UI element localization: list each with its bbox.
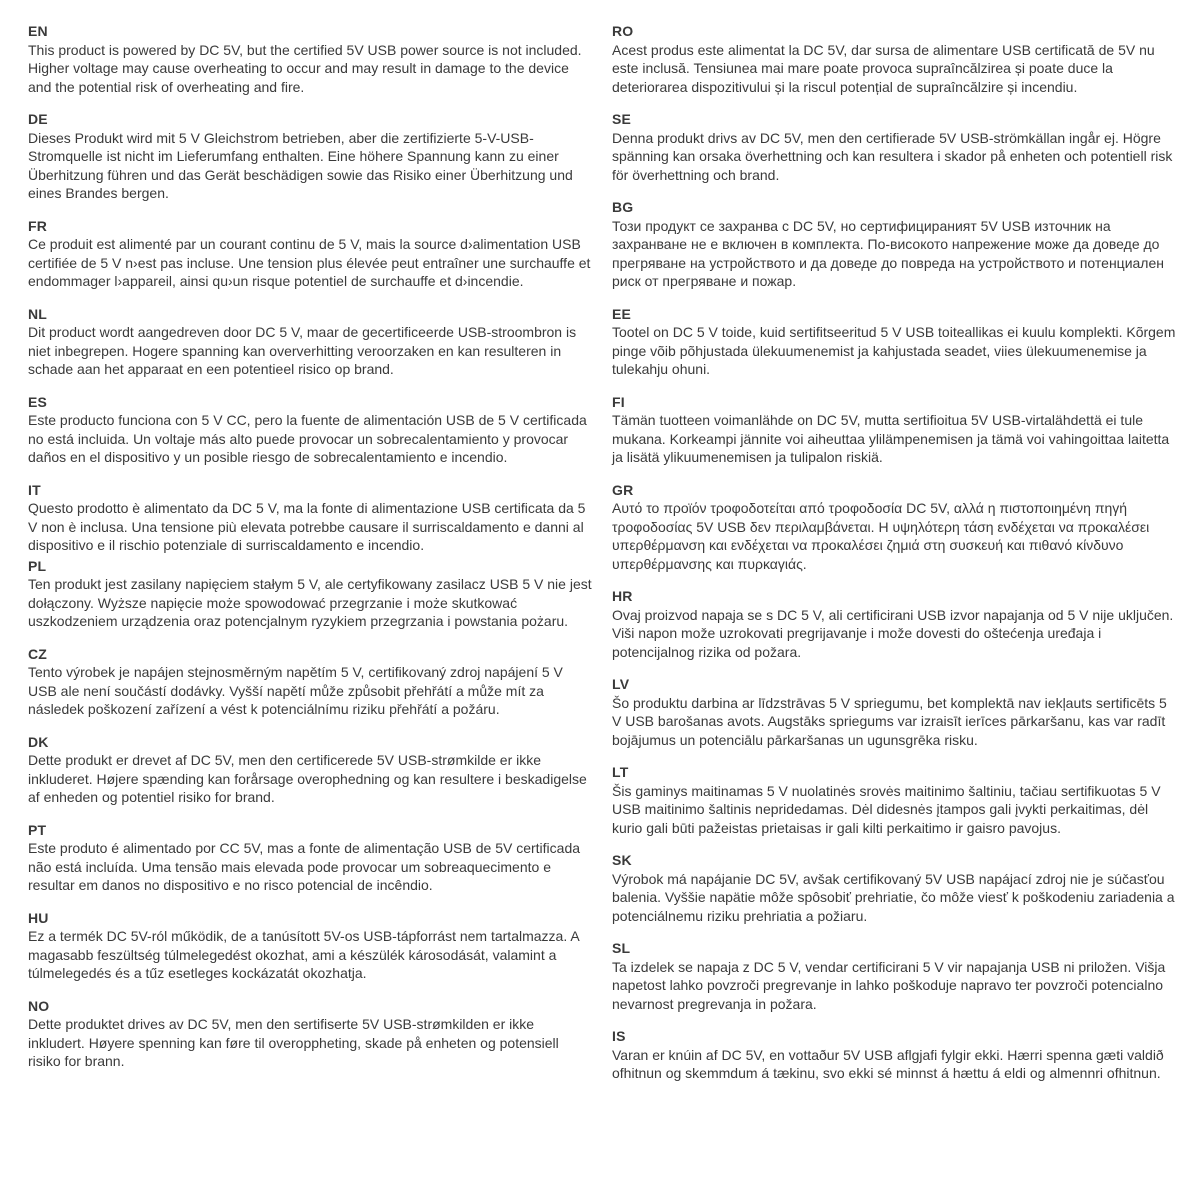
lang-code-dk: DK bbox=[28, 733, 49, 750]
lang-text-is: Varan er knúin af DC 5V, en vottaður 5V USB aflgjafi fylgir ekki. Hærri spenna gæti valdið ofhitnun og skemmdum á tækinu, svo ekki sé minnst á hættu á eldi og almennri ofhitnun. bbox=[612, 1046, 1164, 1081]
lang-text-lv: Šo produktu darbina ar līdzstrāvas 5 V spriegumu, bet komplektā nav iekļauts sertificēts 5 V USB barošanas avots. Augstāks spriegums var izraisīt ierīces pārkaršanu, kas var radīt bojājumus un potenciālu pārkaršanas un ugunsgrēka risku. bbox=[612, 694, 1167, 748]
lang-text-gr: Αυτό το προϊόν τροφοδοτείται από τροφοδοσία DC 5V, αλλά η πιστοποιημένη πηγή τροφοδοσίας 5V USB δεν περιλαμβάνεται. Η υψηλότερη τάση ενδέχεται να προκαλέσει υπερθέρμανση και ενδέχεται να προκαλέσει ζημιά στη συσκευή και πιθανό κίνδυνο υπερθέρμανσης και πυρκαγιάς. bbox=[612, 500, 1150, 572]
lang-section-es bbox=[28, 393, 594, 467]
lang-text-it: Questo prodotto è alimentato da DC 5 V, ma la fonte di alimentazione USB certificata da 5 V non è inclusa. Una tensione più elevata potrebbe causare il surriscaldamento e danni al dispositivo e il rischio potenziale di surriscaldamento e incendio. bbox=[28, 500, 586, 553]
lang-code-de: DE bbox=[28, 111, 48, 127]
right-column bbox=[612, 22, 1178, 1190]
lang-text-es: Este producto funciona con 5 V CC, pero la fuente de alimentación USB de 5 V certificada no está incluida. Un voltaje más alto puede provocar un sobrecalentamiento y provocar daños en el dispositivo y un posible riesgo de sobrecalentamiento e incendio. bbox=[28, 412, 587, 465]
lang-code-se: SE bbox=[612, 111, 632, 127]
lang-section-lv bbox=[612, 675, 1178, 749]
lang-code-gr: GR bbox=[612, 481, 634, 498]
lang-text-de: Dieses Produkt wird mit 5 V Gleichstrom betrieben, aber die zertifizierte 5-V-USB-Stromquelle ist nicht im Lieferumfang enthalten. Eine höhere Spannung kann zu einer Überhitzung führen und das Gerät beschädigen sowie das Risiko einer Überhitzung und eines Brandes bergen. bbox=[28, 129, 573, 201]
lang-section-en bbox=[28, 22, 594, 96]
lang-text-hr: Ovaj proizvod napaja se s DC 5 V, ali certificirani USB izvor napajanja od 5 V nije uključen. Viši napon može uzrokovati pregrijavanje i može dovesti do oštećenja uređaja i potencijalnog rizika od požara. bbox=[612, 606, 1174, 660]
lang-section-pl bbox=[28, 557, 594, 631]
lang-code-hr: HR bbox=[612, 588, 633, 604]
lang-text-fi: Tämän tuotteen voimanlähde on DC 5V, mutta sertifioitua 5V USB-virtalähdettä ei tule mukana. Korkeampi jännite voi aiheuttaa ylilämpenemisen ja tämä voi vahingoittaa laitetta ja lisätä ylikuumenemisen ja tulipalon riskiä. bbox=[612, 412, 1170, 465]
lang-section-bg bbox=[612, 198, 1178, 291]
lang-code-fi: FI bbox=[612, 393, 625, 410]
lang-section-fr bbox=[28, 217, 594, 291]
lang-code-pt: PT bbox=[28, 821, 47, 838]
lang-code-es: ES bbox=[28, 393, 48, 410]
lang-code-fr: FR bbox=[28, 217, 48, 234]
lang-code-sk: SK bbox=[612, 852, 632, 868]
lang-section-fi bbox=[612, 393, 1178, 467]
lang-text-pl: Ten produkt jest zasilany napięciem stałym 5 V, ale certyfikowany zasilacz USB 5 V nie jest dołączony. Wyższe napięcie może spowodować przegrzanie i może skutkować uszkodzeniem urządzenia oraz potencjalnym ryzykiem przegrzania i powstania pożaru. bbox=[28, 576, 592, 629]
lang-section-gr bbox=[612, 481, 1178, 574]
lang-code-it: IT bbox=[28, 481, 41, 498]
lang-text-dk: Dette produkt er drevet af DC 5V, men den certificerede 5V USB-strømkilde er ikke inkluderet. Højere spænding kan forårsage overophedning og kan resultere i beskadigelse af enheden og potentiel risiko for brand. bbox=[28, 752, 587, 805]
lang-code-pl: PL bbox=[28, 557, 47, 574]
lang-code-nl: NL bbox=[28, 305, 48, 322]
lang-section-sk bbox=[612, 851, 1178, 925]
lang-section-lt bbox=[612, 763, 1178, 837]
lang-section-nl bbox=[28, 305, 594, 379]
lang-code-en: EN bbox=[28, 23, 48, 39]
lang-code-is: IS bbox=[612, 1028, 626, 1044]
lang-text-ee: Tootel on DC 5 V toide, kuid sertifitseeritud 5 V USB toiteallikas ei kuulu komplekti. Kõrgem pinge võib põhjustada ülekuumenemist ja kahjustada seadet, viies ülekuumenemise ja tulekahju ohuni. bbox=[612, 324, 1176, 377]
lang-text-lt: Šis gaminys maitinamas 5 V nuolatinės srovės maitinimo šaltiniu, tačiau sertifikuotas 5 V USB maitinimo šaltinis nepridedamas. Dėl didesnės įtampos gali įvykti perkaitimas, dėl kurio gali būti pažeistas prietaisas ir gali kilti perkaitimo ir gaisro pavojus. bbox=[612, 782, 1161, 836]
lang-section-dk bbox=[28, 733, 594, 807]
lang-text-en: This product is powered by DC 5V, but the certified 5V USB power source is not included. Higher voltage may cause overheating to occur and may result in damage to the device and the potential risk of overheating and fire. bbox=[28, 41, 582, 95]
lang-text-hu: Ez a termék DC 5V-ról működik, de a tanúsított 5V-os USB-tápforrást nem tartalmazza. A magasabb feszültség túlmelegedést okozhat, ami a készülék károsodását, valamint a túlmelegedés és a tűz esetleges kockázatát okozhatja. bbox=[28, 928, 579, 981]
lang-code-ro: RO bbox=[612, 23, 634, 39]
lang-text-bg: Този продукт се захранва с DC 5V, но сертифицираният 5V USB източник на захранване не е включен в комплекта. По-високото напрежение може да доведе до прегряване на устройството и да доведе до повреда на устройството и потенциален риск от прегряване и пожар. bbox=[612, 217, 1164, 289]
lang-section-de bbox=[28, 110, 594, 203]
lang-code-no: NO bbox=[28, 997, 50, 1014]
lang-text-fr: Ce produit est alimenté par un courant continu de 5 V, mais la source d›alimentation USB certifiée de 5 V n›est pas incluse. Une tension plus élevée peut entraîner une surchauffe et endommager l›appareil, ainsi qu›un risque potentiel de surchauffe et d›incendie. bbox=[28, 236, 591, 289]
lang-section-ro bbox=[612, 22, 1178, 96]
lang-section-se bbox=[612, 110, 1178, 184]
lang-section-is bbox=[612, 1027, 1178, 1083]
lang-code-sl: SL bbox=[612, 940, 631, 956]
lang-code-lv: LV bbox=[612, 676, 630, 692]
lang-code-cz: CZ bbox=[28, 645, 48, 662]
lang-section-it bbox=[28, 481, 594, 555]
lang-section-ee bbox=[612, 305, 1178, 379]
lang-text-cz: Tento výrobek je napájen stejnosměrným napětím 5 V, certifikovaný zdroj napájení 5 V USB ale není součástí dodávky. Vyšší napětí může způsobit přehřátí a může mít za následek poškození zařízení a vést k potenciálnímu riziku přehřátí a požáru. bbox=[28, 664, 563, 717]
left-column bbox=[28, 22, 594, 1190]
lang-text-sk: Výrobok má napájanie DC 5V, avšak certifikovaný 5V USB napájací zdroj nie je súčasťou balenia. Vyššie napätie môže spôsobiť prehriatie, čo môže viesť k poškodeniu zariadenia a potenciálnemu riziku prehriatia a požiaru. bbox=[612, 870, 1175, 924]
lang-code-ee: EE bbox=[612, 305, 632, 322]
lang-section-pt bbox=[28, 821, 594, 895]
lang-text-se: Denna produkt drivs av DC 5V, men den certifierade 5V USB-strömkällan ingår ej. Högre spänning kan orsaka överhettning och kan resultera i skador på enheten och potentiell risk för överhettning och brand. bbox=[612, 129, 1173, 183]
lang-text-no: Dette produktet drives av DC 5V, men den sertifiserte 5V USB-strømkilden er ikke inkludert. Høyere spenning kan føre til overoppheting, skade på enheten og potensiell risiko for brann. bbox=[28, 1016, 559, 1069]
lang-text-nl: Dit product wordt aangedreven door DC 5 V, maar de gecertificeerde USB-stroombron is niet inbegrepen. Hogere spanning kan oververhitting veroorzaken en kan resulteren in schade aan het apparaat en een potentieel risico op brand. bbox=[28, 324, 577, 377]
lang-section-hu bbox=[28, 909, 594, 983]
lang-section-sl bbox=[612, 939, 1178, 1013]
lang-code-hu: HU bbox=[28, 909, 49, 926]
lang-text-sl: Ta izdelek se napaja z DC 5 V, vendar certificirani 5 V vir napajanja USB ni priložen. Višja napetost lahko povzroči pregrevanje in lahko poškoduje napravo ter povzroči potencialno nevarnost pregrevanja in požara. bbox=[612, 958, 1166, 1012]
lang-section-cz bbox=[28, 645, 594, 719]
lang-code-lt: LT bbox=[612, 764, 629, 780]
lang-code-bg: BG bbox=[612, 199, 634, 215]
lang-section-no bbox=[28, 997, 594, 1071]
lang-section-hr bbox=[612, 587, 1178, 661]
lang-text-ro: Acest produs este alimentat la DC 5V, dar sursa de alimentare USB certificată de 5V nu este inclusă. Tensiunea mai mare poate provoca supraîncălzirea și poate duce la deteriorarea dispozitivului și la riscul potențial de supraîncălzire și incendiu. bbox=[612, 41, 1155, 95]
lang-text-pt: Este produto é alimentado por CC 5V, mas a fonte de alimentação USB de 5V certificada não está incluída. Uma tensão mais elevada pode provocar um sobreaquecimento e resultar em danos no dispositivo e no risco potencial de incêndio. bbox=[28, 840, 581, 893]
